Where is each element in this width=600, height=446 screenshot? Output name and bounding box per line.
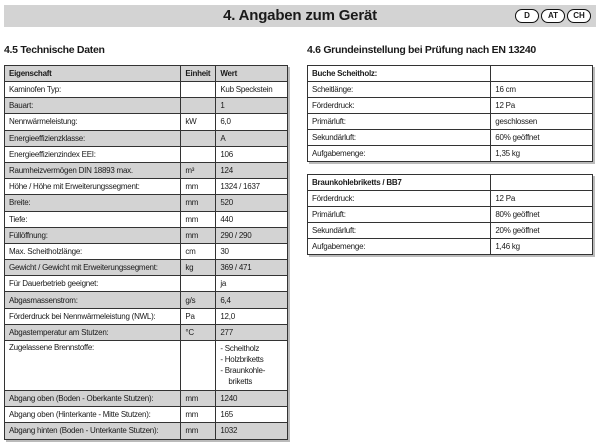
technical-data-heading: 4.5 Technische Daten	[4, 44, 105, 56]
column-header-unit: Einheit	[181, 66, 216, 82]
unit-cell: mm	[181, 391, 216, 407]
empty-header-cell	[491, 175, 593, 191]
table-row	[5, 114, 288, 130]
country-badge-d: D	[515, 9, 539, 23]
unit-cell	[181, 130, 216, 146]
fuel-header: Braunkohlebriketts / BB7	[308, 175, 491, 191]
table-row	[5, 146, 288, 162]
country-badge-at: AT	[541, 9, 565, 23]
setting-label-cell: Aufgabemenge:	[308, 146, 491, 162]
setting-value-cell: 12 Pa	[491, 98, 593, 114]
setting-label-cell: Förderdruck:	[308, 98, 491, 114]
property-cell: Abgastemperatur am Stutzen:	[5, 324, 181, 340]
table-row	[308, 191, 593, 207]
property-cell: Abgang hinten (Boden - Unterkante Stutzen):	[5, 423, 181, 439]
setting-value-cell: 60% geöffnet	[491, 130, 593, 146]
table-row	[5, 179, 288, 195]
setting-value-cell: geschlossen	[491, 114, 593, 130]
table-row	[308, 207, 593, 223]
technical-data-table	[4, 65, 288, 440]
column-header-value: Wert	[216, 66, 288, 82]
property-cell: Raumheizvermögen DIN 18893 max.	[5, 162, 181, 178]
setting-label-cell: Förderdruck:	[308, 191, 491, 207]
unit-cell: mm	[181, 211, 216, 227]
setting-value-cell: 80% geöffnet	[491, 207, 593, 223]
property-cell: Tiefe:	[5, 211, 181, 227]
value-cell: 6,4	[216, 292, 288, 308]
property-cell: Energieeffizienzklasse:	[5, 130, 181, 146]
table-row	[308, 146, 593, 162]
table-row	[5, 391, 288, 407]
fuel-item: - Scheitholz	[220, 344, 260, 353]
table-row	[5, 130, 288, 146]
value-cell: 369 / 471	[216, 260, 288, 276]
property-cell: Max. Scheitholzlänge:	[5, 243, 181, 259]
setting-label-cell: Sekundärluft:	[308, 223, 491, 239]
country-badge-ch: CH	[567, 9, 591, 23]
setting-value-cell: 1,46 kg	[491, 239, 593, 255]
table-row	[5, 260, 288, 276]
fuel-header: Buche Scheitholz:	[308, 66, 491, 82]
property-cell: Nennwärmeleistung:	[5, 114, 181, 130]
property-cell: Breite:	[5, 195, 181, 211]
table-row	[5, 243, 288, 259]
property-cell: Abgang oben (Boden - Oberkante Stutzen):	[5, 391, 181, 407]
table-row	[5, 324, 288, 340]
table-row	[5, 162, 288, 178]
value-cell: 277	[216, 324, 288, 340]
unit-cell	[181, 82, 216, 98]
unit-cell: °C	[181, 324, 216, 340]
property-cell: Kaminofen Typ:	[5, 82, 181, 98]
unit-cell: mm	[181, 407, 216, 423]
table-row	[5, 211, 288, 227]
unit-cell: mm	[181, 227, 216, 243]
property-cell: Abgasmassenstrom:	[5, 292, 181, 308]
unit-cell	[181, 276, 216, 292]
fuel-item: - Braunkohle-	[220, 366, 266, 375]
value-cell: 106	[216, 146, 288, 162]
table-row	[308, 114, 593, 130]
fuel-item: briketts	[228, 377, 253, 386]
value-cell: 6,0	[216, 114, 288, 130]
table-row	[5, 292, 288, 308]
property-cell: Energieeffizienzindex EEI:	[5, 146, 181, 162]
page-title: 4. Angaben zum Gerät	[223, 7, 377, 24]
table-row	[5, 98, 288, 114]
value-cell: 124	[216, 162, 288, 178]
unit-cell: Pa	[181, 308, 216, 324]
column-header-property: Eigenschaft	[5, 66, 181, 82]
unit-cell	[181, 341, 216, 391]
property-cell: Gewicht / Gewicht mit Erweiterungssegment:	[5, 260, 181, 276]
property-cell: Zugelassene Brennstoffe:	[5, 341, 181, 391]
table-row	[5, 308, 288, 324]
setting-label-cell: Primärluft:	[308, 114, 491, 130]
setting-value-cell: 16 cm	[491, 82, 593, 98]
value-cell: A	[216, 130, 288, 146]
beech-wood-settings-table	[307, 65, 593, 162]
table-row	[308, 223, 593, 239]
property-cell: Für Dauerbetrieb geeignet:	[5, 276, 181, 292]
unit-cell: mm	[181, 423, 216, 439]
table-row	[308, 130, 593, 146]
table-row	[5, 276, 288, 292]
table-row	[5, 423, 288, 439]
country-badges	[515, 9, 591, 23]
lignite-briquettes-settings-table	[307, 174, 593, 255]
table-row	[5, 195, 288, 211]
property-cell: Bauart:	[5, 98, 181, 114]
property-cell: Abgang oben (Hinterkante - Mitte Stutzen):	[5, 407, 181, 423]
table-row	[5, 82, 288, 98]
table-row	[308, 82, 593, 98]
value-cell: 1032	[216, 423, 288, 439]
table-header-row	[5, 66, 288, 82]
table-row-approved-fuels	[5, 341, 288, 391]
basic-settings-heading: 4.6 Grundeinstellung bei Prüfung nach EN 13240	[307, 44, 536, 56]
unit-cell: kg	[181, 260, 216, 276]
property-cell: Höhe / Höhe mit Erweiterungssegment:	[5, 179, 181, 195]
table-row	[308, 98, 593, 114]
unit-cell: mm	[181, 195, 216, 211]
unit-cell	[181, 146, 216, 162]
property-cell: Förderdruck bei Nennwärmeleistung (NWL):	[5, 308, 181, 324]
value-cell: 165	[216, 407, 288, 423]
fuel-item: - Holzbriketts	[220, 355, 264, 364]
section-banner	[4, 5, 596, 27]
setting-label-cell: Scheitlänge:	[308, 82, 491, 98]
value-cell: 1	[216, 98, 288, 114]
value-cell: 1240	[216, 391, 288, 407]
setting-label-cell: Aufgabemenge:	[308, 239, 491, 255]
unit-cell: mm	[181, 179, 216, 195]
value-cell: 1324 / 1637	[216, 179, 288, 195]
setting-label-cell: Primärluft:	[308, 207, 491, 223]
value-cell	[216, 341, 288, 391]
unit-cell	[181, 98, 216, 114]
setting-value-cell: 20% geöffnet	[491, 223, 593, 239]
setting-value-cell: 1,35 kg	[491, 146, 593, 162]
unit-cell: kW	[181, 114, 216, 130]
table-header-row	[308, 175, 593, 191]
unit-cell: cm	[181, 243, 216, 259]
table-header-row	[308, 66, 593, 82]
empty-header-cell	[491, 66, 593, 82]
setting-label-cell: Sekundärluft:	[308, 130, 491, 146]
value-cell: Kub Speckstein	[216, 82, 288, 98]
value-cell: 30	[216, 243, 288, 259]
table-row	[5, 227, 288, 243]
setting-value-cell: 12 Pa	[491, 191, 593, 207]
unit-cell: m³	[181, 162, 216, 178]
value-cell: 440	[216, 211, 288, 227]
value-cell: 520	[216, 195, 288, 211]
unit-cell: g/s	[181, 292, 216, 308]
table-row	[5, 407, 288, 423]
value-cell: 12,0	[216, 308, 288, 324]
value-cell: 290 / 290	[216, 227, 288, 243]
value-cell: ja	[216, 276, 288, 292]
property-cell: Füllöffnung:	[5, 227, 181, 243]
table-row	[308, 239, 593, 255]
